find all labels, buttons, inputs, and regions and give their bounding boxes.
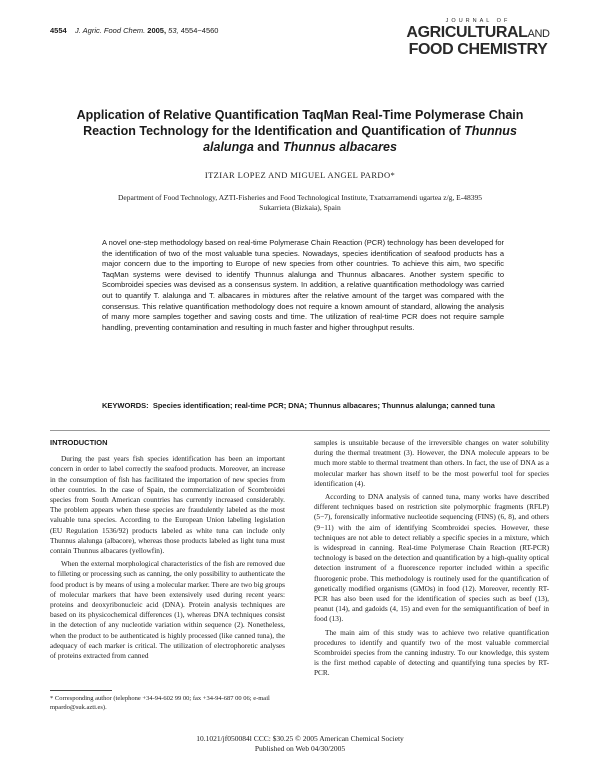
paragraph: samples is unsuitable because of the irreversible changes on water solubility during the thermal treatment (3). However, the DNA molecule appears to be much more stable to thermal treatment than others. In fact, the use of DNA as a molecular marker has shown itself to be the most powerful tool for species identification (4).: [314, 438, 549, 488]
keywords: [102, 401, 504, 412]
paragraph: The main aim of this study was to achieve two relative quantification procedures to identify and quantify two of the most valuable commercial Scombroidei species from the canning industry. To our knowledge, this system is the first method capable of detecting and quantifying tuna species by RT-PCR.: [314, 627, 549, 678]
journal-logo-line2: AGRICULTURALAND: [406, 24, 550, 41]
body-right-column: [314, 438, 549, 682]
journal-abbrev: J. Agric. Food Chem.: [75, 26, 146, 35]
published-line: Published on Web 04/30/2005: [254, 743, 346, 753]
footnote-divider: [50, 690, 112, 691]
page-number: 4554: [50, 26, 67, 35]
page-footer: [150, 734, 450, 753]
page-range: 4554−4560: [180, 26, 219, 35]
paragraph: During the past years fish species identification has been an important concern in order to label correctly the seafood products. Moreover, an increase in the consumption of fish has facilitated the importation of new species from other countries. In the case of Spain, the commercialization of Scombroidei species from South American countries has currently increased considerably. The problem appears when these species are fraudulently labeled as the most valuable tuna species. According to the European Union labeling legislation (EU Regulation 1536/92) products labeled as white tuna can include only Thunnus alalunga (albacore), whereas those products labeled as light tuna must contain Thunnus albacares (yellowfin).: [50, 454, 285, 556]
paragraph: When the external morphological characteristics of the fish are removed due to filleting or processing such as canning, the only possibility to authenticate the food product is by means of using a molecular marker. There are two big groups of molecular markers that have been extensively used during recent years: proteins and deoxyribonucleic acid (DNA). Protein analysis techniques are based on its physicochemical differences (1), whereas DNA techniques consist in the detection of any nucleotide variation within sequence (2). Nonetheless, when the product to be authenticated is highly processed (like canned tuna), the adequacy of each marker is critical. The utilization of electrophoretic analyses of proteins extracted from canned: [50, 559, 285, 661]
section-divider: [50, 430, 550, 431]
journal-logo-line3: FOOD CHEMISTRY: [408, 41, 548, 58]
affiliation: Department of Food Technology, AZTI-Fisheries and Food Technological Institute, Txatxarramendi ugartea z/g, E-48395 Sukarrieta (Bizkaia), Spain: [118, 193, 482, 212]
keywords-list: Species identification; real-time PCR; DNA; Thunnus albacares; Thunnus alalunga; canned tuna: [152, 401, 495, 410]
paragraph: According to DNA analysis of canned tuna, many works have described different techniques based on restriction site polymorphic fragments (RFLP) (5−7), forensically informative nucleotide sequencing (FINS) (6, 8), and others (9−11) with the aim of identifying Scombroidei species. However, these techniques are not able to detect reliably a specific species in a mixture, which is widespread in canning. Real-time Polymerase Chain Reaction (RT-PCR) technology is based on the detection and quantification by a high-quality optical detection instrument of a fluorescence reporter included within a specific fluorogenic probe. This methodology is routinely used for the quantification of genetically modified organisms (GMOs) in food (12). Moreover, recently RT-PCR has also been used for the identification of species such as beef (13), peanut (14), and gadoids (4, 15) and even for the semiquantification of beef in food (13).: [314, 492, 549, 624]
body-left-column: [50, 438, 285, 664]
corresponding-author-footnote: * Corresponding author (telephone +34-94-602 99 00; fax +34-94-687 00 06; e-mail mpardo@suk.azti.es).: [50, 695, 270, 711]
abstract: A novel one-step methodology based on real-time Polymerase Chain Reaction (PCR) technology has been developed for the identification of two of the most valuable tuna species. Nowadays, species identification of seafood products has a major concern due to the importing to Europe of new species from other countries. To achieve this aim, two specific TaqMan systems were devised to identify Thunnus alalunga and Thunnus albacares. Another system specific to Scombroidei species was devised as a consensus system. In addition, a relative quantification methodology was carried out to quantify T. alalunga and T. albacares in mixtures after the relative amount of the target was compared with the consensus. This relative quantification methodology does not require a known amount of standard, allowing the analysis of many more samples together and saving costs and time. The utilization of real-time PCR does not require sample handling, preventing contamination and resulting in much faster and higher throughput results.: [102, 238, 504, 332]
journal-logo: [393, 18, 563, 57]
running-header: [50, 26, 218, 35]
authors: ITZIAR LOPEZ AND MIGUEL ANGEL PARDO*: [204, 170, 396, 180]
journal-logo-line1: JOURNAL OF: [445, 18, 511, 24]
intro-heading: INTRODUCTION: [50, 438, 108, 447]
keywords-label: KEYWORDS:: [102, 401, 149, 410]
article-title: Application of Relative Quantification TaqMan Real-Time Polymerase Chain Reaction Technology for the Identification and Quantification of Thunnus alalunga and Thunnus albacares: [76, 108, 524, 154]
volume: 53,: [168, 26, 179, 35]
doi-line: 10.1021/jf050084l CCC: $30.25 © 2005 American Chemical Society: [196, 734, 404, 743]
year: 2005,: [147, 26, 167, 35]
